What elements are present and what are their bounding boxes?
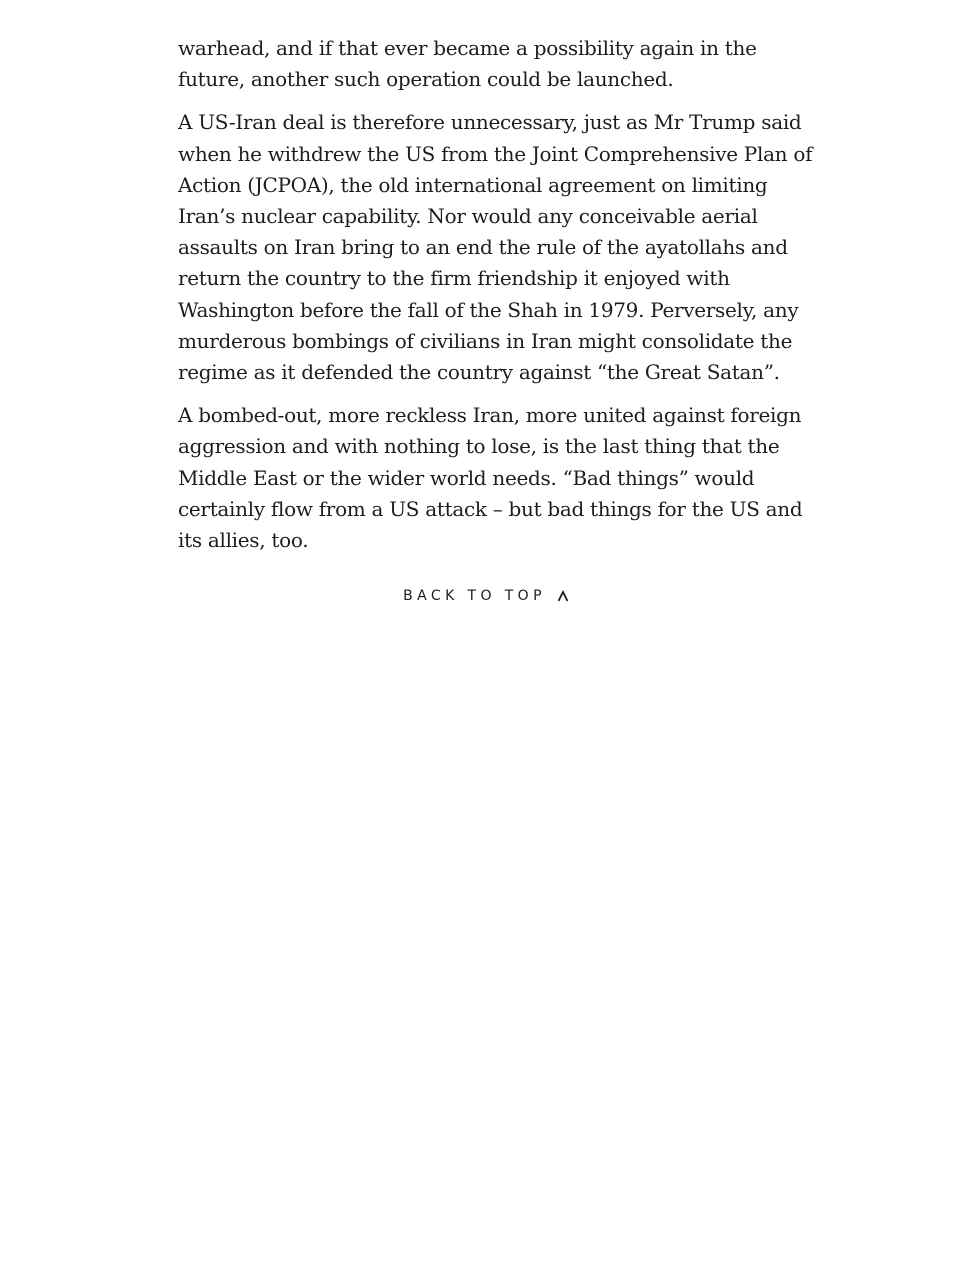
text-line: future, another such operation could be launched.	[178, 67, 674, 92]
text-line: return the country to the firm friendship it enjoyed with	[178, 266, 730, 291]
text-line: Action (JCPOA), the old international agreement on limiting	[178, 172, 768, 197]
text-line: A bombed-out, more reckless Iran, more united against foreign	[178, 403, 802, 428]
back-to-top-label: BACK TO TOP	[403, 588, 546, 604]
text-line: certainly flow from a US attack – but bad things for the US and	[178, 496, 803, 521]
article-body	[178, 33, 813, 568]
paragraph-2	[178, 107, 813, 388]
text-line: Iran’s nuclear capability. Nor would any conceivable aerial	[178, 204, 758, 229]
text-line: A US-Iran deal is therefore unnecessary, just as Mr Trump said	[178, 110, 802, 135]
text-line: regime as it defended the country against “the Great Satan”.	[178, 360, 780, 385]
paragraph-3	[178, 400, 803, 556]
text-line: Middle East or the wider world needs. “Bad things” would	[178, 465, 755, 490]
paragraph-1	[178, 33, 798, 95]
text-line: Washington before the fall of the Shah in 1979. Perversely, any	[178, 297, 799, 322]
back-to-top-link[interactable]	[0, 588, 960, 604]
text-line: aggression and with nothing to lose, is the last thing that the	[178, 434, 780, 459]
text-line: murderous bombings of civilians in Iran might consolidate the	[178, 328, 793, 353]
text-line: its allies, too.	[178, 528, 309, 553]
text-line: assaults on Iran bring to an end the rule of the ayatollahs and	[178, 235, 788, 260]
text-line: warhead, and if that ever became a possibility again in the	[178, 36, 757, 60]
text-line: when he withdrew the US from the Joint Comprehensive Plan of	[178, 141, 813, 166]
caret-up-icon	[557, 590, 569, 602]
